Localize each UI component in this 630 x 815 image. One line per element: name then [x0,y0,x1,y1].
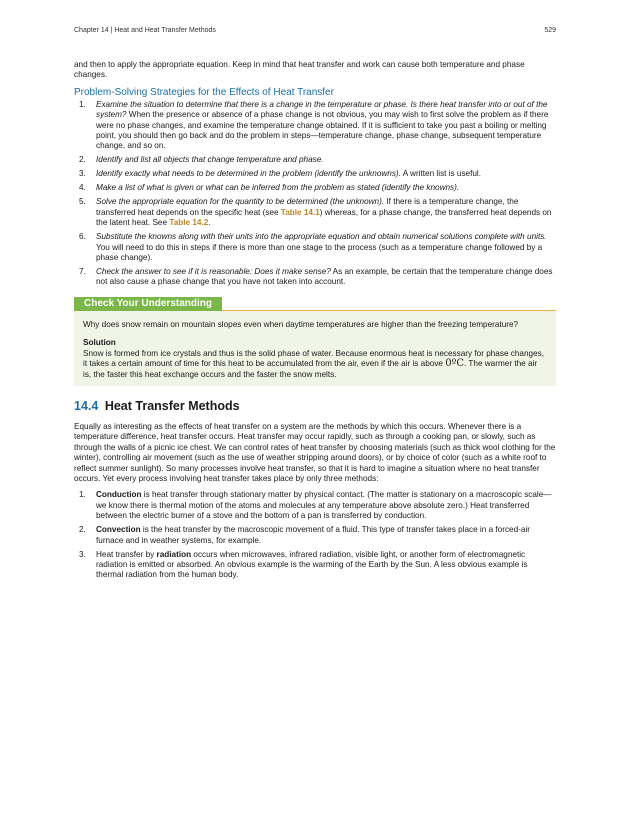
list-item: 3. Heat transfer by radiation occurs when microwaves, infrared radiation, visible light, or another form of electromagnetic radiation is emitted or absorbed. An obvious example is the warming of the Earth by the Sun. A less obvious example is thermal radiation from the human body. [79,549,528,580]
section-paragraph: Equally as interesting as the effects of heat transfer on a system are the methods by which this occurs. Whenever there is a temperature difference, heat transfer occurs. Heat transfer may occur rapidly, such as through a cooking pan, or slowly, such as through the walls of a picnic ice chest. We can control rates of heat transfer by choosing materials (such as thick wool clothing for the winter), controlling air movement (such as the use of weather stripping around doors), or by choice of color (such as a white roof to reflect summer sunlight). So many processes involve heat transfer, so that it is hard to imagine a situation where no heat transfer occurs. Yet every process involving heat transfer takes place by only three methods: [74,421,556,483]
chapter-title: Chapter 14 | Heat and Heat Transfer Methods [74,27,216,34]
strategies-list [74,100,556,288]
table-link[interactable]: Table 14.1 [280,207,320,217]
page-number: 529 [544,27,556,34]
list-item: 2. Identify and list all objects that change temperature and phase. [79,155,324,165]
section-title: Heat Transfer Methods [104,398,240,413]
running-header [74,27,556,34]
list-item: 2. Convection is the heat transfer by the macroscopic movement of a fluid. This type of transfer takes place in a forced-air furnace and in weather systems, for example. [79,525,530,545]
solution-label: Solution [83,338,116,348]
list-item: 4. Make a list of what is given or what can be inferred from the problem as stated (identify the knowns). [79,183,460,193]
check-question: Why does snow remain on mountain slopes even when daytime temperatures are higher than the freezing temperature? [83,319,519,329]
intro-paragraph: and then to apply the appropriate equation. Keep in mind that heat transfer and work can cause both temperature and phase changes. [74,60,525,80]
solution-text: Snow is formed from ice crystals and thus is the solid phase of water. Because enormous heat is necessary for phase changes, it takes a certain amount of time for this heat to be accumulated from the air, even if the air is above 0ºC. The warmer the air is, the faster this heat exchange occurs and the faster the snow melts. [83,348,545,379]
check-your-understanding [74,297,556,386]
strategies-heading: Problem-Solving Strategies for the Effects of Heat Transfer [74,86,334,98]
methods-list [74,490,556,580]
list-item: 3. Identify exactly what needs to be determined in the problem (identify the unknowns). A written list is useful. [79,169,482,179]
section-heading [74,399,556,414]
check-your-understanding-label: Check Your Understanding [74,297,222,311]
list-item: 5. Solve the appropriate equation for the quantity to be determined (the unknown). If there is a temperature change, the transferred heat depends on the specific heat (see Table 14.1) whereas, for a phase change, the transferred heat depends on the latent heat. See Table 14.2. [79,197,552,228]
check-box [74,311,556,386]
temperature-math: 0ºC [445,358,464,370]
list-item: 1. Examine the situation to determine that there is a change in the temperature or phase. Is there heat transfer into or out of the system? When the presence or absence of a phase change is not obvious, you may wish to first solve the problem as if there were no phase changes, and examine the temperature change obtained. If it is sufficient to take you past a boiling or melting point, you should then go back and do the problem in steps—temperature change, phase change, subsequent temperature change, and so on. [79,99,549,151]
section-number: 14.4 [74,398,99,413]
table-link[interactable]: Table 14.2 [169,218,209,228]
list-item: 7. Check the answer to see if it is reasonable: Does it make sense? As an example, be certain that the temperature change does not also cause a phase change that you have not taken into account. [79,267,553,287]
list-item: 6. Substitute the knowns along with their units into the appropriate equation and obtain numerical solutions complete with units. You will need to do this in steps if there is more than one stage to the process (such as a temperature change followed by a phase change). [79,232,547,263]
page-content [74,60,556,584]
list-item: 1. Conduction is heat transfer through stationary matter by physical contact. (The matter is stationary on a macroscopic scale—we know there is thermal motion of the atoms and molecules at any temperature above absolute zero.) Heat transferred between the electric burner of a stove and the bottom of a pan is transferred by conduction. [79,490,552,521]
